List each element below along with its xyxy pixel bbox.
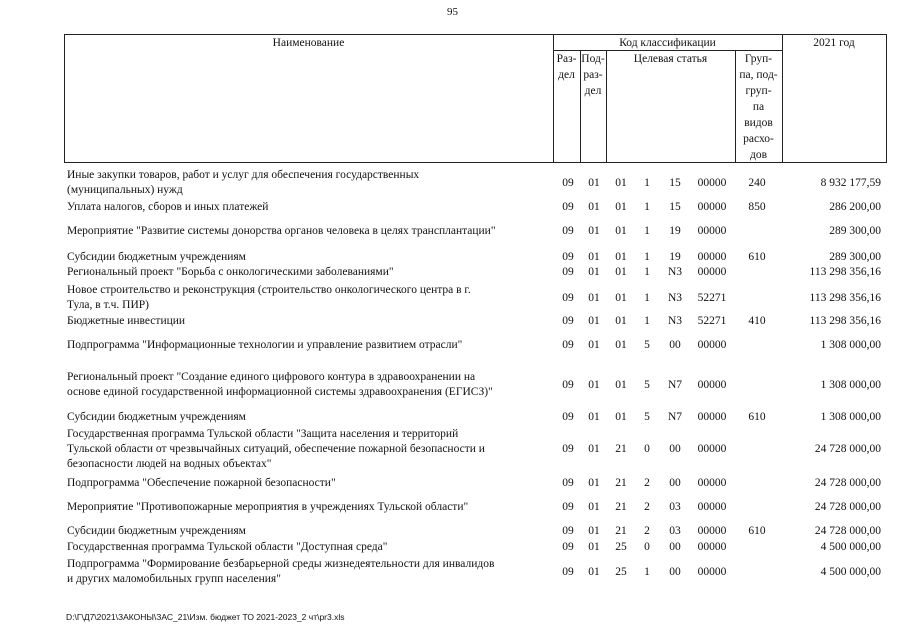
cell-razdel: 09 (562, 339, 574, 351)
row-name (67, 500, 552, 515)
cell-p1: 01 (615, 292, 627, 304)
cell-podrazdel: 01 (588, 177, 600, 189)
cell-p4: 00000 (697, 541, 727, 553)
cell-amount: 4 500 000,00 (820, 566, 881, 578)
cell-p2: 1 (644, 201, 650, 213)
header-name: Наименование (272, 37, 345, 49)
cell-p4: 00000 (697, 266, 727, 278)
row-name (67, 370, 552, 400)
cell-amount: 24 728 000,00 (814, 443, 881, 455)
cell-razdel: 09 (562, 525, 574, 537)
row-name-line: безопасности людей на водных объектах" (67, 458, 272, 470)
cell-razdel: 09 (562, 411, 574, 423)
row-name-line: Субсидии бюджетным учреждениям (67, 525, 246, 537)
cell-p4: 00000 (697, 251, 727, 263)
cell-podrazdel: 01 (588, 315, 600, 327)
cell-amount: 286 200,00 (829, 201, 881, 213)
header-year: 2021 год (813, 37, 855, 49)
cell-p1: 21 (615, 477, 627, 489)
row-name-line: Региональный проект "Создание единого цифрового контура в здравоохранении на (67, 371, 476, 383)
cell-razdel: 09 (562, 541, 574, 553)
cell-p2: 1 (644, 292, 650, 304)
cell-amount: 113 298 356,16 (809, 266, 881, 278)
header-target-article: Целевая статья (633, 53, 708, 65)
cell-p4: 00000 (697, 201, 727, 213)
row-name-line: (муниципальных) нужд (67, 184, 183, 196)
cell-razdel: 09 (562, 315, 574, 327)
row-name (67, 557, 552, 587)
header-group-line: па, под- (739, 69, 778, 81)
cell-p1: 01 (615, 225, 627, 237)
cell-p3: N7 (667, 379, 683, 391)
cell-p1: 21 (615, 443, 627, 455)
cell-p1: 25 (615, 566, 627, 578)
cell-p4: 00000 (697, 477, 727, 489)
cell-p3: 00 (669, 443, 681, 455)
cell-p1: 01 (615, 411, 627, 423)
cell-p1: 01 (615, 177, 627, 189)
row-name-line: Мероприятие "Противопожарные мероприятия в учреждениях Тульской области" (67, 501, 469, 513)
cell-podrazdel: 01 (588, 266, 600, 278)
cell-p3: N7 (667, 411, 683, 423)
cell-podrazdel: 01 (588, 379, 600, 391)
header-group-line: груп- (745, 85, 772, 97)
cell-razdel: 09 (562, 266, 574, 278)
cell-p4: 00000 (697, 443, 727, 455)
header-left-border (64, 34, 65, 163)
row-name (67, 314, 552, 329)
row-name-line: Тула, в т.ч. ПИР) (67, 299, 149, 311)
cell-p2: 5 (644, 339, 650, 351)
cell-p3: 00 (669, 566, 681, 578)
cell-p4: 00000 (697, 339, 727, 351)
header-code-classification: Код классификации (619, 37, 716, 49)
row-name-line: Тульской области от чрезвычайных ситуаций, обеспечение пожарной безопасности и (67, 443, 485, 455)
header-right-border (886, 34, 887, 163)
cell-podrazdel: 01 (588, 501, 600, 513)
header-group-line: Груп- (744, 53, 773, 65)
row-name (67, 250, 552, 265)
cell-p3: 03 (669, 525, 681, 537)
file-path-footer: D:\Г\Д7\2021\ЗАКОНЫ\ЗАС_21\Изм. бюджет ТО 2021-2023_2 чт\pr3.xls (66, 612, 345, 622)
cell-vid: 240 (748, 177, 766, 189)
header-razdel-line: дел (558, 69, 575, 81)
row-name-line: и других маломобильных групп населения" (67, 573, 281, 585)
cell-p3: 19 (669, 251, 681, 263)
header-podrazdel (580, 51, 606, 99)
cell-p1: 01 (615, 339, 627, 351)
cell-p4: 00000 (697, 501, 727, 513)
cell-p3: N3 (667, 266, 683, 278)
row-name-line: основе единой государственной информационной системы здравоохранения (ЕГИСЗ)" (67, 386, 493, 398)
header-podrazdel-line: Под- (581, 53, 605, 65)
cell-razdel: 09 (562, 177, 574, 189)
cell-podrazdel: 01 (588, 251, 600, 263)
cell-amount: 8 932 177,59 (820, 177, 881, 189)
header-razdel (553, 51, 580, 83)
cell-amount: 289 300,00 (829, 251, 881, 263)
cell-razdel: 09 (562, 379, 574, 391)
row-name-line: Бюджетные инвестиции (67, 315, 186, 327)
cell-podrazdel: 01 (588, 292, 600, 304)
cell-razdel: 09 (562, 477, 574, 489)
row-name (67, 168, 552, 198)
cell-amount: 24 728 000,00 (814, 477, 881, 489)
cell-p3: 19 (669, 225, 681, 237)
cell-razdel: 09 (562, 201, 574, 213)
cell-podrazdel: 01 (588, 541, 600, 553)
cell-p2: 1 (644, 566, 650, 578)
cell-p2: 1 (644, 315, 650, 327)
header-podrazdel-line: дел (584, 85, 602, 97)
cell-p2: 5 (644, 411, 650, 423)
row-name-line: Иные закупки товаров, работ и услуг для обеспечения государственных (67, 169, 420, 181)
header-group-line: расхо- (743, 133, 774, 145)
cell-p4: 00000 (697, 411, 727, 423)
header-group-line: па (752, 101, 765, 113)
cell-amount: 113 298 356,16 (809, 292, 881, 304)
cell-vid: 850 (748, 201, 766, 213)
cell-p2: 1 (644, 225, 650, 237)
cell-p4: 52271 (697, 315, 727, 327)
cell-podrazdel: 01 (588, 525, 600, 537)
cell-p3: 03 (669, 501, 681, 513)
header-razdel-line: Раз- (556, 53, 577, 65)
cell-p2: 0 (644, 541, 650, 553)
cell-p3: 15 (669, 177, 681, 189)
header-group (735, 51, 782, 163)
row-name (67, 410, 552, 425)
row-name-line: Подпрограмма "Формирование безбарьерной среды жизнедеятельности для инвалидов (67, 558, 495, 570)
cell-razdel: 09 (562, 501, 574, 513)
row-name-line: Подпрограмма "Информационные технологии и управление развитием отрасли" (67, 339, 463, 351)
cell-p3: N3 (667, 292, 683, 304)
cell-p3: 15 (669, 201, 681, 213)
row-name (67, 427, 552, 472)
cell-razdel: 09 (562, 251, 574, 263)
cell-p1: 01 (615, 266, 627, 278)
cell-podrazdel: 01 (588, 411, 600, 423)
cell-p1: 21 (615, 525, 627, 537)
cell-vid: 410 (748, 315, 766, 327)
cell-vid: 610 (748, 251, 766, 263)
cell-vid: 610 (748, 525, 766, 537)
cell-p2: 1 (644, 266, 650, 278)
cell-amount: 24 728 000,00 (814, 525, 881, 537)
cell-p2: 2 (644, 525, 650, 537)
cell-p1: 01 (615, 379, 627, 391)
header-divider-year (782, 34, 783, 163)
cell-vid: 610 (748, 411, 766, 423)
cell-p3: 00 (669, 541, 681, 553)
cell-podrazdel: 01 (588, 477, 600, 489)
cell-razdel: 09 (562, 292, 574, 304)
cell-p4: 00000 (697, 225, 727, 237)
cell-p2: 2 (644, 477, 650, 489)
row-name (67, 200, 552, 215)
row-name-line: Государственная программа Тульской области "Доступная среда" (67, 541, 388, 553)
cell-p4: 52271 (697, 292, 727, 304)
header-group-line: дов (749, 149, 768, 161)
cell-p1: 01 (615, 315, 627, 327)
header-podrazdel-line: раз- (583, 69, 603, 81)
cell-amount: 1 308 000,00 (820, 379, 881, 391)
cell-razdel: 09 (562, 566, 574, 578)
row-name-line: Субсидии бюджетным учреждениям (67, 411, 246, 423)
cell-p1: 25 (615, 541, 627, 553)
cell-p2: 0 (644, 443, 650, 455)
row-name (67, 265, 552, 280)
cell-amount: 1 308 000,00 (820, 411, 881, 423)
cell-p2: 2 (644, 501, 650, 513)
cell-p3: 00 (669, 339, 681, 351)
row-name (67, 224, 552, 239)
cell-amount: 1 308 000,00 (820, 339, 881, 351)
row-name (67, 476, 552, 491)
row-name-line: Подпрограмма "Обеспечение пожарной безопасности" (67, 477, 336, 489)
cell-p1: 21 (615, 501, 627, 513)
cell-razdel: 09 (562, 443, 574, 455)
cell-podrazdel: 01 (588, 443, 600, 455)
cell-p4: 00000 (697, 177, 727, 189)
cell-p2: 1 (644, 251, 650, 263)
cell-amount: 24 728 000,00 (814, 501, 881, 513)
row-name-line: Субсидии бюджетным учреждениям (67, 251, 246, 263)
cell-p1: 01 (615, 201, 627, 213)
cell-p3: N3 (667, 315, 683, 327)
row-name-line: Региональный проект "Борьба с онкологическими заболеваниями" (67, 266, 394, 278)
cell-amount: 113 298 356,16 (809, 315, 881, 327)
cell-p4: 00000 (697, 566, 727, 578)
row-name-line: Уплата налогов, сборов и иных платежей (67, 201, 269, 213)
row-name (67, 524, 552, 539)
row-name (67, 540, 552, 555)
row-name-line: Мероприятие "Развитие системы донорства органов человека в целях трансплантации" (67, 225, 496, 237)
page-number: 95 (447, 6, 458, 18)
cell-amount: 4 500 000,00 (820, 541, 881, 553)
cell-amount: 289 300,00 (829, 225, 881, 237)
row-name-line: Новое строительство и реконструкция (строительство онкологического центра в г. (67, 284, 471, 296)
cell-podrazdel: 01 (588, 225, 600, 237)
cell-podrazdel: 01 (588, 339, 600, 351)
cell-razdel: 09 (562, 225, 574, 237)
row-name (67, 338, 552, 353)
cell-podrazdel: 01 (588, 566, 600, 578)
cell-p1: 01 (615, 251, 627, 263)
cell-p2: 5 (644, 379, 650, 391)
row-name-line: Государственная программа Тульской области "Защита населения и территорий (67, 428, 459, 440)
row-name (67, 283, 552, 313)
cell-p4: 00000 (697, 379, 727, 391)
cell-p2: 1 (644, 177, 650, 189)
cell-podrazdel: 01 (588, 201, 600, 213)
header-group-line: видов (744, 117, 773, 129)
cell-p3: 00 (669, 477, 681, 489)
cell-p4: 00000 (697, 525, 727, 537)
